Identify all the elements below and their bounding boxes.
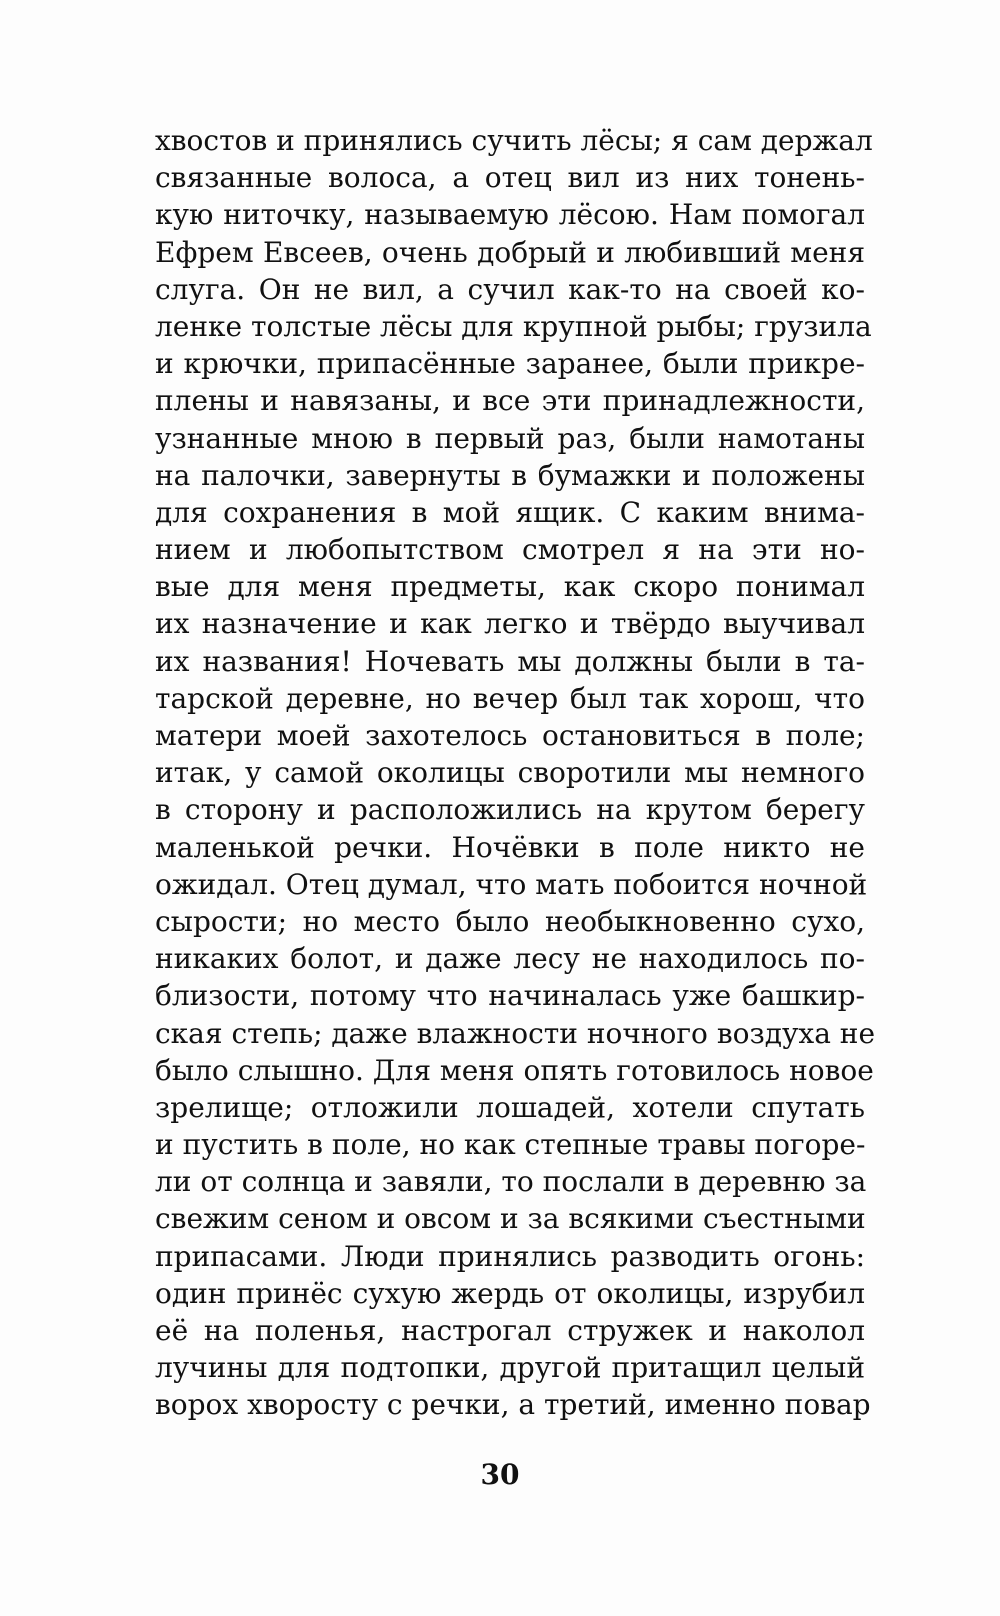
text-line-11: для сохранения в мой ящик. С каким внима- <box>155 495 865 529</box>
text-line-3: кую ниточку, называемую лёсою. Нам помогал <box>155 198 865 232</box>
text-line-14: их назначение и как легко и твёрдо выучивал <box>155 607 865 641</box>
text-line-20: маленькой речки. Ночёвки в поле никто не <box>155 830 865 864</box>
text-line-4: Ефрем Евсеев, очень добрый и любивший меня <box>155 235 865 269</box>
text-line-26: было слышно. Для меня опять готовилось новое <box>155 1053 874 1087</box>
text-line-17: матери моей захотелось остановиться в поле; <box>155 719 865 752</box>
text-line-28: и пустить в поле, но как степные травы погоре- <box>155 1128 866 1162</box>
text-line-29: ли от солнца и завяли, то послали в деревню за <box>155 1165 867 1199</box>
text-line-5: слуга. Он не вил, а сучил как-то на своей ко- <box>155 272 865 306</box>
text-line-19: в сторону и расположились на крутом берегу <box>155 793 865 827</box>
body-text <box>155 122 876 1424</box>
text-line-1: хвостов и принялись сучить лёсы; я сам держал <box>155 124 873 157</box>
text-line-30: свежим сеном и овсом и за всякими съестными <box>155 1202 866 1236</box>
text-line-9: узнанные мною в первый раз, были намотаны <box>155 421 865 455</box>
text-line-12: нием и любопытством смотрел я на эти но- <box>155 533 865 567</box>
text-line-15: их названия! Ночевать мы должны были в та- <box>155 644 865 678</box>
text-line-21: ожидал. Отец думал, что мать побоится ночной <box>155 867 868 901</box>
text-line-23: никаких болот, и даже лесу не находилось по- <box>155 942 865 976</box>
text-line-34: лучины для подтопки, другой притащил целый <box>155 1351 865 1385</box>
text-line-18: итак, у самой околицы своротили мы немного <box>155 756 865 790</box>
text-line-25: ская степь; даже влажности ночного воздуха не <box>155 1016 876 1050</box>
text-line-8: плены и навязаны, и все эти принадлежности, <box>155 384 865 418</box>
page-number: 30 <box>480 1458 520 1491</box>
text-line-31: припасами. Люди принялись разводить огонь: <box>155 1239 865 1273</box>
text-line-2: связанные волоса, а отец вил из них тонень- <box>155 161 865 195</box>
text-line-16: тарской деревне, но вечер был так хорош, что <box>155 681 865 715</box>
text-line-35: ворох хворосту с речки, а третий, именно повар <box>155 1388 871 1422</box>
text-line-27: зрелище; отложили лошадей, хотели спутать <box>155 1090 865 1124</box>
text-line-13: вые для меня предметы, как скоро понимал <box>155 570 865 604</box>
text-line-33: её на поленья, настрогал стружек и наколол <box>155 1314 865 1347</box>
text-line-10: на палочки, завернуты в бумажки и положены <box>155 458 865 492</box>
text-line-6: ленке толстые лёсы для крупной рыбы; грузила <box>155 309 872 343</box>
text-line-32: один принёс сухую жердь от околицы, изрубил <box>155 1276 865 1310</box>
text-line-7: и крючки, припасённые заранее, были прикре- <box>155 347 865 381</box>
text-line-24: близости, потому что начиналась уже башкир- <box>155 979 865 1013</box>
text-line-22: сырости; но место было необыкновенно сухо, <box>155 904 865 938</box>
